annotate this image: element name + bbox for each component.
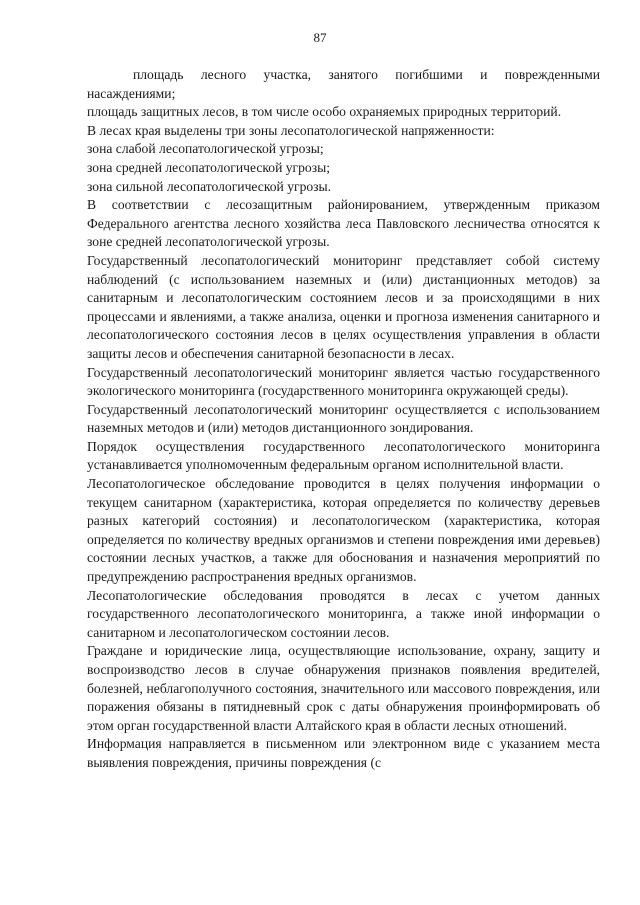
- paragraph: зона сильной лесопатологической угрозы.: [87, 178, 332, 194]
- paragraph: Лесопатологические обследования проводятся в лесах с учетом данных государственного лесопатологического мониторинга, а также иной информации о санитарном и лесопатологическом состоянии лесов.: [87, 587, 600, 640]
- paragraph: зона слабой лесопатологической угрозы;: [87, 141, 324, 157]
- paragraph: Информация направляется в письменном или электронном виде с указанием места выявления повреждения, причины повреждения (с: [87, 736, 600, 770]
- paragraph: Государственный лесопатологический мониторинг представляет собой систему наблюдений (с использованием наземных и (или) дистанционных методов) за санитарным и лесопатологическим состоянием лесов и за происходящими в них процессами и явлениями, а также анализа, оценки и прогноза изменения санитарного и лесопатологического состояния лесов в целях осуществления управления в области защиты лесов и обеспечения санитарной безопасности в лесах.: [87, 252, 600, 361]
- document-body: [87, 66, 600, 773]
- paragraph: Лесопатологическое обследование проводится в целях получения информации о текущем санитарном (характеристика, которая определяется по количеству деревьев разных категорий состояния) и лесопатологическом (характеристика, которая определяется по количеству вредных организмов и степени повреждения ими деревьев) состоянии лесных участков, а также для обоснования и назначения мероприятий по предупреждению распространения вредных организмов.: [87, 476, 600, 585]
- paragraph: Государственный лесопатологический мониторинг осуществляется с использованием наземных методов и (или) методов дистанционного зондирования.: [87, 401, 600, 436]
- paragraph: В соответствии с лесозащитным районированием, утвержденным приказом Федерального агентства лесного хозяйства леса Павловского лесничества относятся к зоне средней лесопатологической угрозы.: [87, 197, 600, 250]
- paragraph: площадь защитных лесов, в том числе особо охраняемых природных территорий.: [87, 104, 562, 120]
- paragraph: зона средней лесопатологической угрозы;: [87, 159, 331, 175]
- paragraph: В лесах края выделены три зоны лесопатологической напряженности:: [87, 122, 495, 138]
- paragraph: площадь лесного участка, занятого погибшими и поврежденными насаждениями;: [87, 67, 600, 101]
- paragraph: Порядок осуществления государственного лесопатологического мониторинга устанавливается уполномоченным федеральным органом исполнительной власти.: [87, 438, 600, 473]
- page-number: 87: [313, 30, 327, 45]
- paragraph: Государственный лесопатологический мониторинг является частью государственного экологического мониторинга (государственного мониторинга окружающей среды).: [87, 364, 600, 399]
- paragraph: Граждане и юридические лица, осуществляющие использование, охрану, защиту и воспроизводство лесов в случае обнаружения признаков появления вредителей, болезней, неблагополучного состояния, значительного или массового повреждения, или поражения обязаны в пятидневный срок с даты обнаружения проинформировать об этом орган государственной власти Алтайского края в области лесных отношений.: [87, 643, 600, 733]
